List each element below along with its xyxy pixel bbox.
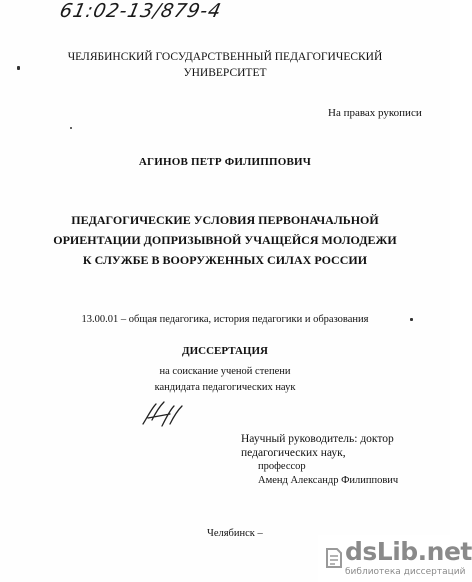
watermark-logo-text: dsLib.net <box>345 537 472 566</box>
university-line-1: ЧЕЛЯБИНСКИЙ ГОСУДАРСТВЕННЫЙ ПЕДАГОГИЧЕСКИЙ <box>67 51 383 63</box>
advisor-details <box>258 460 398 488</box>
degree-line-1: на соискание ученой степени <box>159 366 291 377</box>
watermark-tagline: библиотека диссертаций <box>345 567 466 577</box>
advisor-title: профессор <box>258 461 306 472</box>
handwritten-signature <box>140 398 188 430</box>
dissertation-label: ДИССЕРТАЦИЯ <box>182 345 268 357</box>
advisor-line-2: педагогических наук, <box>241 447 346 459</box>
city-year: Челябинск – <box>207 528 263 539</box>
university-name <box>0 49 450 81</box>
degree-description <box>0 364 450 396</box>
advisor-name: Аменд Александр Филиппович <box>258 475 399 486</box>
degree-line-2: кандидата педагогических наук <box>154 382 296 393</box>
specialty-code: 13.00.01 – общая педагогика, история педагогики и образования <box>81 314 369 325</box>
watermark-logo-icon <box>323 547 343 569</box>
university-line-2: УНИВЕРСИТЕТ <box>183 67 267 79</box>
advisor-line-1: Научный руководитель: доктор <box>241 433 394 445</box>
handwritten-catalog-number: 61:02-13/879-4 <box>57 0 224 22</box>
watermark <box>318 535 472 582</box>
title-line-1: ПЕДАГОГИЧЕСКИЕ УСЛОВИЯ ПЕРВОНАЧАЛЬНОЙ <box>71 213 379 227</box>
manuscript-rights-note: На правах рукописи <box>328 107 422 119</box>
author-name: АГИНОВ ПЕТР ФИЛИППОВИЧ <box>138 156 312 168</box>
dissertation-title <box>0 210 450 270</box>
title-line-3: К СЛУЖБЕ В ВООРУЖЕННЫХ СИЛАХ РОССИИ <box>82 253 368 267</box>
scan-speck <box>70 127 72 129</box>
title-line-2: ОРИЕНТАЦИИ ДОПРИЗЫВНОЙ УЧАЩЕЙСЯ МОЛОДЕЖИ <box>53 233 397 247</box>
advisor-block <box>241 432 394 460</box>
